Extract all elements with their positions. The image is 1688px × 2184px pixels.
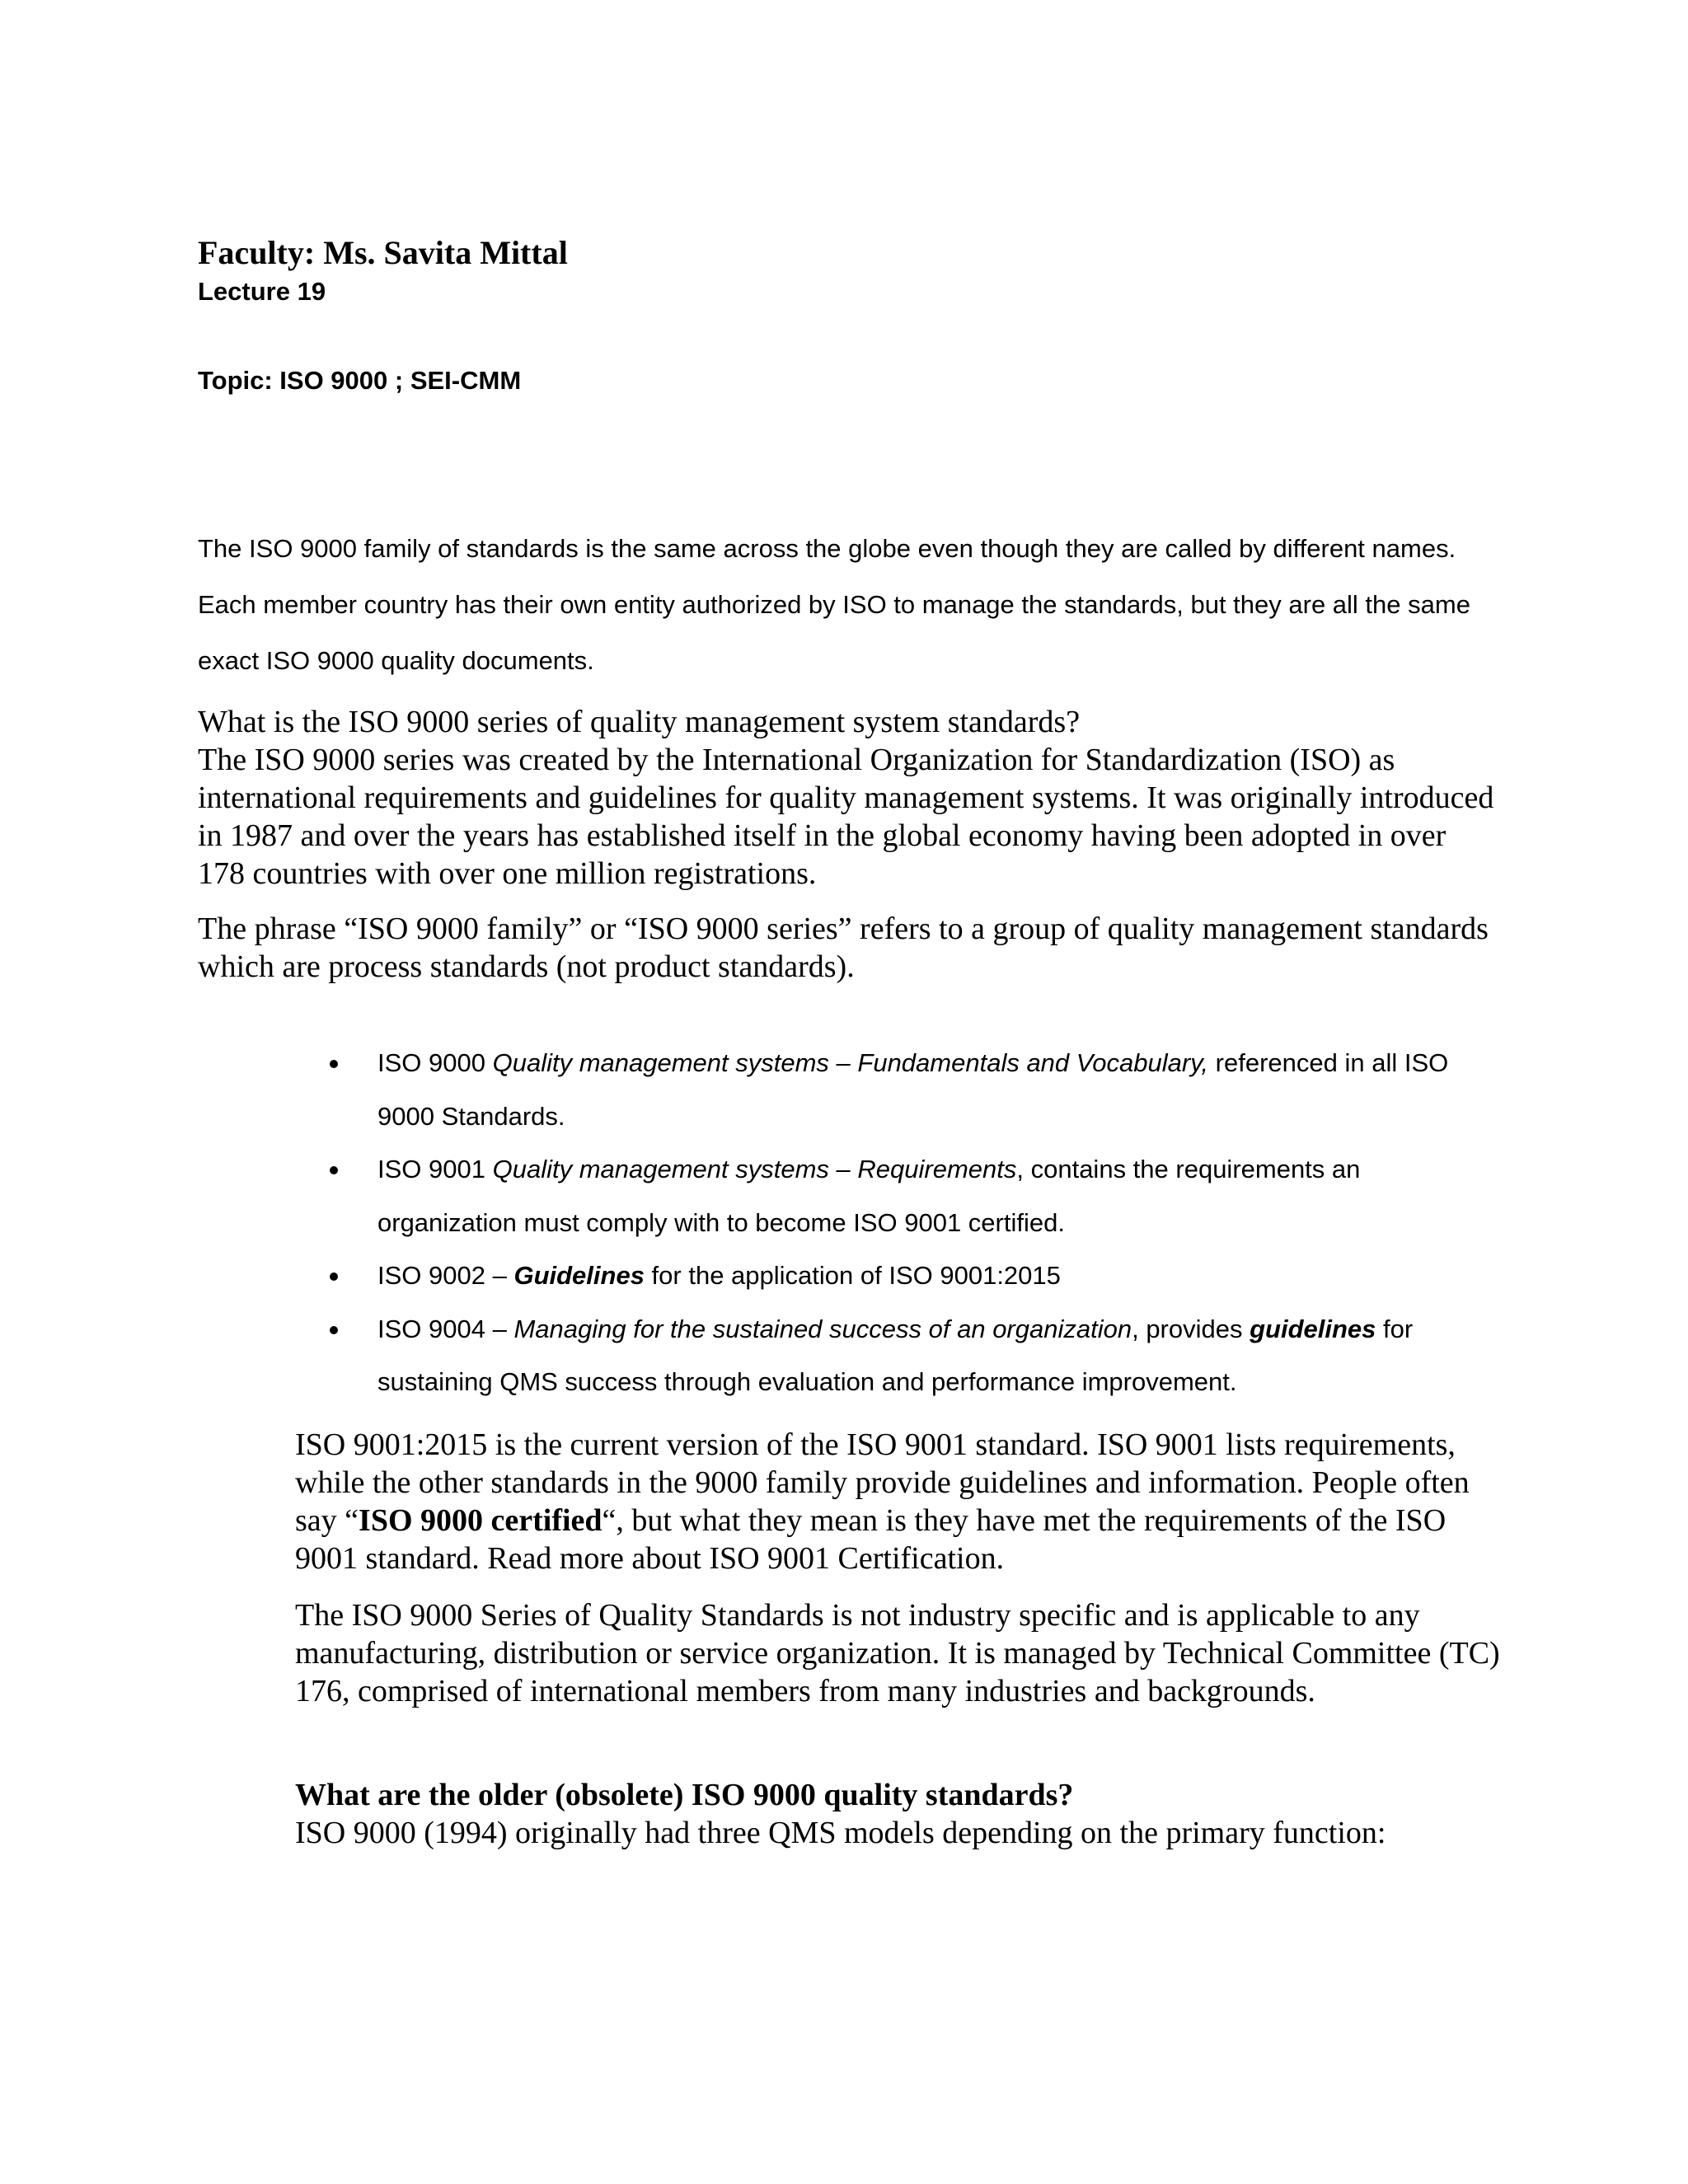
phrase-paragraph: The phrase “ISO 9000 family” or “ISO 9000 series” refers to a group of quality management standards which are process standards (not product standards). (198, 912, 1489, 984)
iso9001-paragraph (295, 1426, 1515, 1577)
lecture-number: Lecture 19 (198, 277, 326, 306)
section-heading: What is the ISO 9000 series of quality management system standards? (198, 705, 1081, 739)
bullet-icon (330, 1326, 338, 1334)
list-item (330, 1143, 1500, 1249)
section-heading: What are the older (obsolete) ISO 9000 quality standards? (295, 1778, 1074, 1812)
standard-desc: , contains the requirements an organization must comply with to become ISO 9001 certified. (377, 1155, 1361, 1237)
list-item (330, 1303, 1500, 1409)
bullet-icon (330, 1166, 338, 1174)
standard-code: ISO 9004 – (377, 1314, 514, 1343)
emphasis-guidelines: guidelines (1250, 1314, 1376, 1343)
list-item (330, 1249, 1500, 1303)
section-iso9000-series (198, 703, 1500, 893)
section-older-standards (295, 1776, 1515, 1852)
iso9001-text-start: ISO 9001:2015 is the current version of the ISO 9001 standard. ISO 9001 lists requirements, while the other standards in the 9000 family provide guidelines and information. People often say “ (295, 1427, 1470, 1538)
intro-paragraph: The ISO 9000 family of standards is the same across the globe even though they are called by different names. Each member country has their own entity authorized by ISO to manage the standards, but they are all the same exact ISO 9000 quality documents. (198, 534, 1470, 675)
standard-code: ISO 9001 (377, 1155, 493, 1183)
standard-title: Quality management systems – Fundamentals and Vocabulary, (492, 1048, 1209, 1077)
standard-title: Quality management systems – Requirements (492, 1155, 1017, 1183)
list-item (330, 1037, 1500, 1143)
standards-list (330, 1037, 1500, 1409)
standard-desc: for the application of ISO 9001:2015 (644, 1261, 1061, 1290)
standard-code: ISO 9000 (377, 1048, 493, 1077)
standard-title: Guidelines (513, 1261, 645, 1290)
standard-title: Managing for the sustained success of an organization (513, 1314, 1132, 1343)
series-paragraph: The ISO 9000 Series of Quality Standards is not industry specific and is applicable to any manufacturing, distribution or service organization. It is managed by Technical Committee (TC) 176, comprised of international members from many industries and backgrounds. (295, 1598, 1500, 1708)
faculty-name: Faculty: Ms. Savita Mittal (198, 234, 568, 271)
section-body: The ISO 9000 series was created by the International Organization for Standardization (ISO) as international requirements and guidelines for quality management systems. It was originally introduced in 1987 and over the years has established itself in the global economy having been adopted in over 178 countries with over one million registrations. (198, 743, 1494, 891)
iso9000-certified-emphasis: ISO 9000 certified (359, 1503, 603, 1538)
standard-desc-end: for sustaining QMS success through evaluation and performance improvement. (377, 1314, 1414, 1396)
standard-code: ISO 9002 – (377, 1261, 514, 1290)
bullet-icon (330, 1060, 338, 1068)
standard-desc: referenced in all ISO 9000 Standards. (377, 1048, 1449, 1131)
section-body: ISO 9000 (1994) originally had three QMS models depending on the primary function: (295, 1816, 1386, 1850)
bullet-icon (330, 1272, 338, 1281)
iso9001-text-end: “, but what they mean is they have met the requirements of the ISO 9001 standard. Read more about ISO 9001 Certification. (295, 1503, 1447, 1576)
standard-desc: , provides (1132, 1314, 1250, 1343)
topic-line: Topic: ISO 9000 ; SEI-CMM (198, 366, 522, 395)
